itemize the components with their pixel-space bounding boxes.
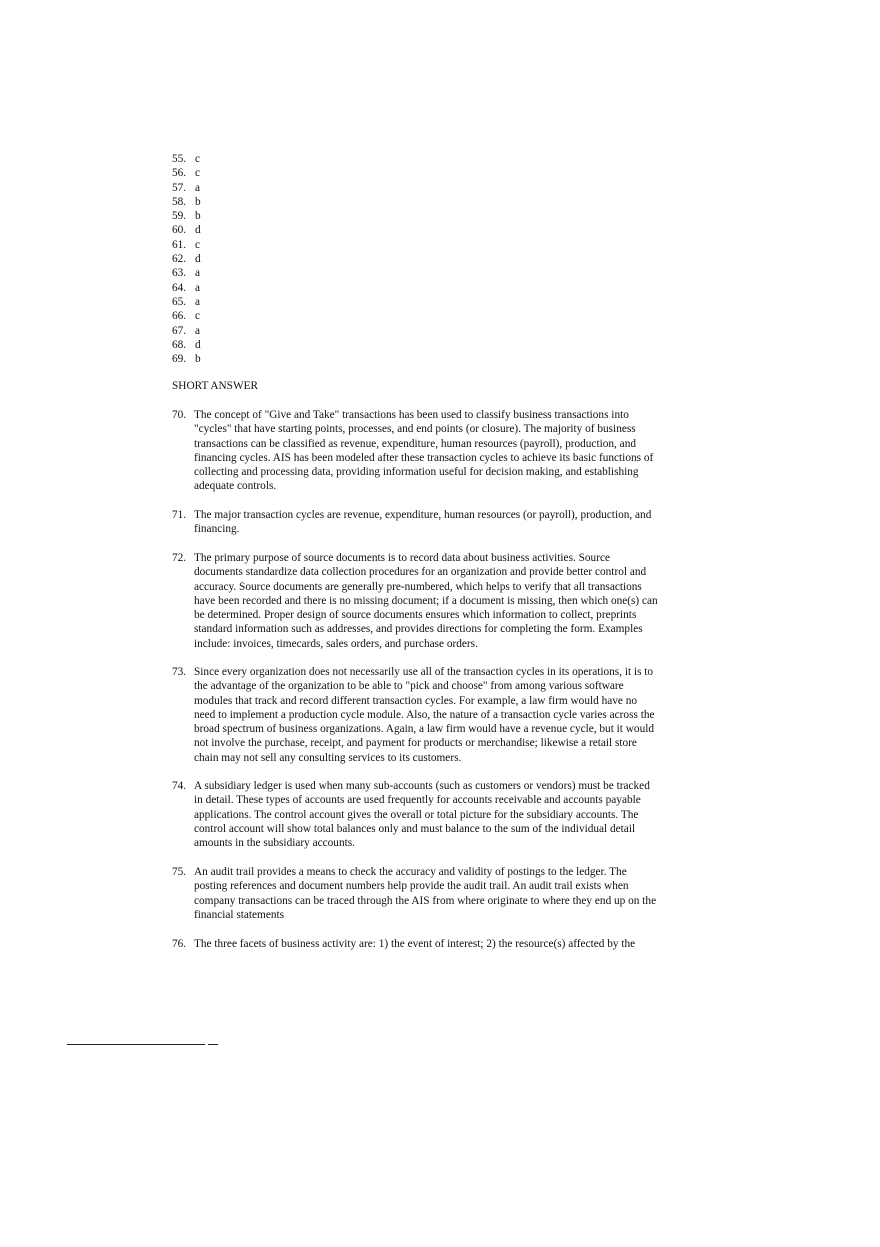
question-number: 57. (172, 181, 187, 194)
answer-text: An audit trail provides a means to check the accuracy and validity of postings to the ledger. The posting references and document numbers help provide the audit trail. An audit trail exists when company transactions can be traced through the AIS from where originate to where they end up on the financial statements (194, 866, 657, 921)
section-heading: SHORT ANSWER (172, 380, 259, 392)
multiple-choice-answer-list (172, 152, 372, 366)
short-answer-item (172, 665, 708, 779)
question-number: 61. (172, 238, 187, 251)
question-number: 73. (172, 666, 187, 678)
answer-letter: a (195, 324, 201, 337)
answer-row (172, 309, 372, 323)
answer-letter: d (195, 338, 201, 351)
answer-text: The concept of "Give and Take" transactions has been used to classify business transactions into "cycles" that have starting points, processes, and end points (or closure). The majority of business transactions can be classified as revenue, expenditure, human resources (payroll), production, and financing cycles. AIS has been modeled after these transaction cycles to achieve its basic functions of collecting and processing data, providing information useful for decision making, and establishing adequate controls. (194, 409, 654, 493)
answer-text: The primary purpose of source documents is to record data about business activities. Source documents standardize data collection procedures for an organization and provide better control and accuracy. Source documents are generally pre-numbered, which helps to verify that all transactions have been recorded and there is no missing document; if a document is missing, then which one(s) can be determined. Proper design of source documents ensures which information to collect, preprints standard information such as addresses, and provides directions for completing the form. Examples include: invoices, timecards, sales orders, and purchase orders. (194, 552, 658, 650)
answer-row (172, 195, 372, 209)
answer-letter: b (195, 353, 201, 366)
answer-letter: a (195, 181, 201, 194)
answer-letter: d (195, 253, 201, 266)
answer-letter: d (195, 224, 201, 237)
question-number: 62. (172, 253, 187, 266)
question-number: 72. (172, 552, 187, 564)
short-answer-item (172, 937, 708, 957)
question-number: 75. (172, 866, 187, 878)
answer-row (172, 223, 372, 237)
short-answer-item (172, 551, 708, 665)
answer-text: The three facets of business activity are: 1) the event of interest; 2) the resource(s) affected by the (194, 938, 636, 950)
answer-row (172, 266, 372, 280)
question-number: 60. (172, 224, 187, 237)
answer-text: The major transaction cycles are revenue, expenditure, human resources (or payroll), production, and financing. (194, 509, 652, 536)
answer-row (172, 209, 372, 223)
question-number: 66. (172, 310, 187, 323)
question-number: 71. (172, 509, 187, 521)
answer-letter: a (195, 295, 201, 308)
answer-text: Since every organization does not necessarily use all of the transaction cycles in its operations, it is to the advantage of the organization to be able to "pick and choose" from among various software modules that track and record different transaction cycles. For example, a law firm would have no need to implement a production cycle module. Also, the nature of a transaction cycle varies across the broad spectrum of business organizations. Again, a law firm would have a revenue cycle, but it would not involve the purchase, receipt, and payment for products or merchandise; likewise a retail store chain may not sell any consulting services to its customers. (194, 666, 655, 764)
question-number: 55. (172, 153, 187, 165)
answer-row (172, 352, 372, 366)
answer-letter: c (195, 310, 201, 323)
answer-row (172, 324, 372, 338)
answer-row (172, 295, 372, 309)
answer-letter: c (195, 153, 201, 165)
answer-letter: c (195, 238, 201, 251)
question-number: 76. (172, 938, 187, 950)
footnote-separator (67, 1044, 205, 1045)
question-number: 63. (172, 267, 187, 280)
short-answer-list (172, 408, 708, 957)
question-number: 59. (172, 210, 187, 223)
question-number: 69. (172, 353, 187, 366)
short-answer-item (172, 408, 708, 508)
answer-letter: b (195, 195, 201, 208)
short-answer-item (172, 508, 708, 551)
answer-row (172, 281, 372, 295)
short-answer-item (172, 779, 708, 865)
question-number: 67. (172, 324, 187, 337)
question-number: 64. (172, 281, 187, 294)
question-number: 70. (172, 409, 187, 421)
question-number: 58. (172, 195, 187, 208)
question-number: 65. (172, 295, 187, 308)
answer-letter: b (195, 210, 201, 223)
answer-row (172, 152, 372, 166)
question-number: 68. (172, 338, 187, 351)
answer-letter: a (195, 267, 201, 280)
answer-row (172, 338, 372, 352)
answer-row (172, 252, 372, 266)
answer-letter: c (195, 167, 201, 180)
short-answer-item (172, 865, 708, 937)
answer-letter: a (195, 281, 201, 294)
question-number: 56. (172, 167, 187, 180)
question-number: 74. (172, 780, 187, 792)
answer-row (172, 181, 372, 195)
answer-row (172, 166, 372, 180)
answer-row (172, 238, 372, 252)
answer-text: A subsidiary ledger is used when many sub-accounts (such as customers or vendors) must be tracked in detail. These types of accounts are used frequently for accounts receivable and accounts payable applications. The control account gives the overall or total picture for the subsidiary accounts. The control account will show total balances only and must balance to the sum of the individual detail amounts in the subsidiary accounts. (194, 780, 650, 850)
